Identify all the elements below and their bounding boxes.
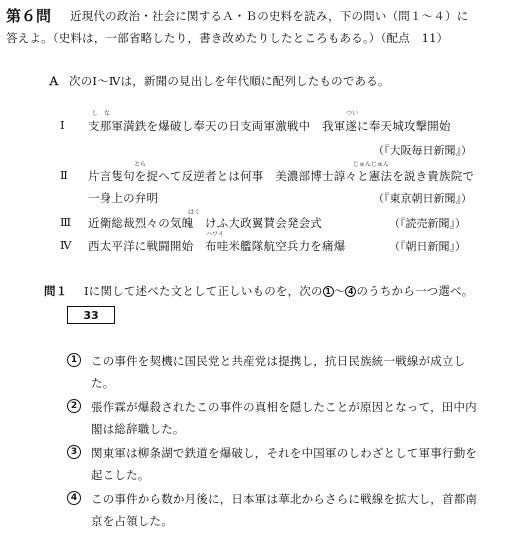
- question-1-tilde: ～: [333, 284, 346, 298]
- headline-1-source: （『大阪毎日新聞』）: [373, 144, 472, 157]
- header-line-1: 近現代の政治・社会に関するＡ・Ｂの史料を読み，下の問い（問１～４）に: [70, 9, 469, 23]
- choice-2-number-icon: 2: [67, 399, 81, 413]
- ruby-haku: はく: [188, 209, 201, 216]
- headline-2-text-line2: 一身上の弁明: [88, 191, 159, 205]
- ruby-tora: とら: [134, 161, 147, 168]
- section-a-label: Ａ: [48, 74, 60, 88]
- choice-1-ref-icon: 1: [323, 286, 334, 297]
- choice-4-ref-icon: 4: [345, 286, 356, 297]
- choice-4-line1: この事件から数か月後に，日本軍は華北からさらに戦線を拡大し，首都南: [91, 492, 478, 506]
- headline-3-text: 近衛総裁烈々の気魄 けふ大政翼賛会発会式: [88, 216, 322, 230]
- choice-2-line2: 閣は総辞職した。: [91, 422, 185, 436]
- headline-2-number: Ⅱ: [60, 168, 68, 182]
- headline-3-source: （『読売新聞』）: [389, 217, 466, 230]
- ruby-junjun: じゅんじゅん: [353, 161, 390, 168]
- header-line-2: 答えよ。（史料は，一部省略したり，書き改めたりしたところもある。）（配点 11）: [6, 31, 449, 45]
- headline-2-text: 片言隻句を捉へて反逆者とは何事 美濃部博士諄々と憲法を説き貴族院で: [88, 169, 475, 183]
- section-a-intro: 次のⅠ～Ⅳは，新聞の見出しを年代順に配列したものである。: [69, 74, 390, 88]
- question-1-label: 問１: [44, 284, 68, 298]
- headline-1-number: Ⅰ: [60, 118, 65, 132]
- choice-4-line2: 京を占領した。: [91, 514, 173, 528]
- choice-1-line1: この事件を契機に国民党と共産党は提携し，抗日民族統一戦線が成立し: [91, 354, 466, 368]
- choice-1-line2: た。: [91, 376, 115, 390]
- choice-3-number-icon: 3: [67, 445, 81, 459]
- choice-2-line1: 張作霖が爆殺されたこの事件の真相を隠したことが原因となって，田中内: [91, 400, 477, 414]
- choice-4-number-icon: 4: [67, 491, 81, 505]
- ruby-tsui: つい: [346, 110, 359, 117]
- question-number: 第６問: [6, 7, 52, 25]
- headline-4-source: （『朝日新聞』）: [389, 240, 466, 253]
- headline-3-number: Ⅲ: [60, 215, 72, 229]
- headline-4-number: Ⅳ: [60, 238, 72, 252]
- choice-3-line2: 起こした。: [91, 468, 150, 482]
- question-1-prompt-b: のうちから一つ選べ。: [356, 284, 474, 298]
- choice-3-line1: 関東軍は柳条湖で鉄道を爆破し，それを中国軍のしわざとして軍事行動を: [91, 446, 478, 460]
- headline-1-text: 支那軍満鉄を爆破し奉天の日支両軍激戦中 我軍遂に奉天城攻撃開始: [88, 119, 451, 133]
- ruby-hawai: ハワイ: [206, 231, 224, 238]
- question-1-prompt-a: Ⅰに関して述べた文として正しいものを，次の: [84, 284, 323, 298]
- ruby-shina: し な: [92, 110, 111, 117]
- headline-2-source: （『東京朝日新聞』）: [373, 192, 472, 205]
- question-1-prompt: [84, 283, 473, 299]
- answer-box[interactable]: 33: [67, 306, 115, 324]
- choice-1-number-icon: 1: [67, 353, 81, 367]
- headline-4-text: 西太平洋に戦闘開始 布哇米艦隊航空兵力を痛爆: [88, 239, 346, 253]
